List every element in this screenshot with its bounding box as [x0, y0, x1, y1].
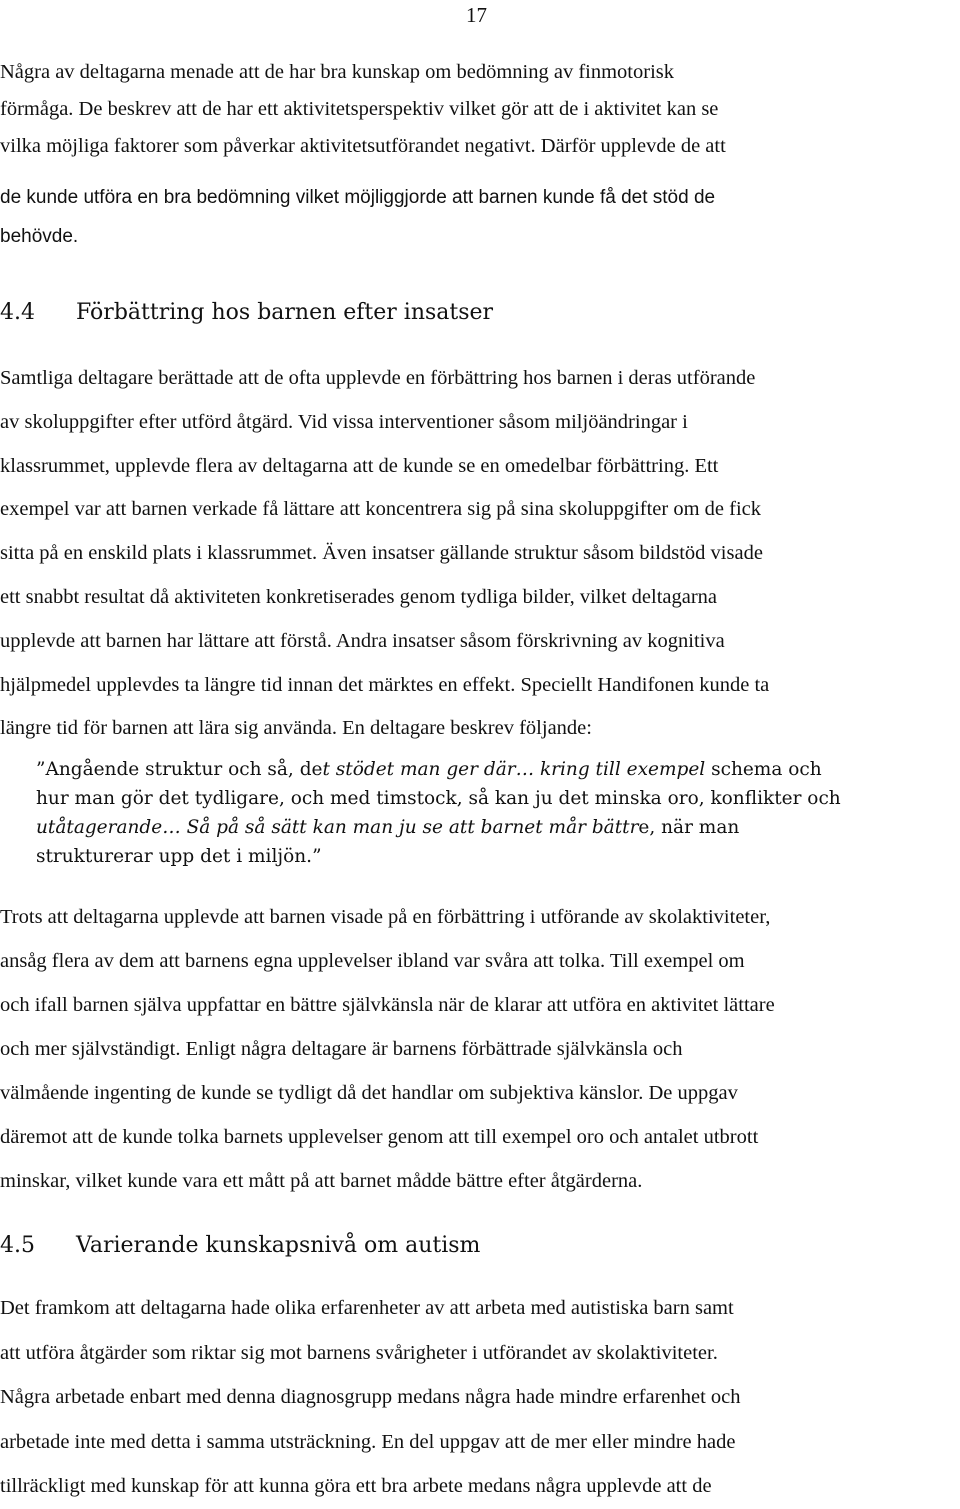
quote-text: ”Angående struktur och så, de [36, 759, 323, 780]
quote-line: strukturerar upp det i miljön.” [36, 846, 322, 867]
text-line: behövde. [0, 226, 79, 247]
text-line: tillräckligt med kunskap för att kunna göra ett bra arbete medans några upplevde att de [0, 1475, 712, 1497]
text-line: längre tid för barnen att lära sig använda. En deltagare beskrev följande: [0, 717, 592, 740]
text-line: förmåga. De beskrev att de har ett aktivitetsperspektiv vilket gör att de i aktivitet kan se [0, 98, 719, 120]
section-heading-4-5 [0, 1231, 480, 1261]
quote-italic-text: utåtagerande… Så på så sätt kan man ju se att barnet mår bättr [36, 817, 639, 838]
section-title: Varierande kunskapsnivå om autism [76, 1233, 481, 1258]
text-line: och ifall barnen själva uppfattar en bättre självkänsla när de klarar att utföra en aktivitet lättare [0, 994, 775, 1016]
paragraph-upplevelser [0, 895, 960, 1203]
text-line: hjälpmedel upplevdes ta längre tid innan det märktes en effekt. Speciellt Handifonen kunde ta [0, 673, 770, 696]
text-line: Det framkom att deltagarna hade olika erfarenheter av att arbeta med autistiska barn samt [0, 1297, 734, 1319]
text-line: att utföra åtgärder som riktar sig mot barnens svårigheter i utförandet av skolaktiviteter. [0, 1341, 718, 1364]
text-line: klassrummet, upplevde flera av deltagarna att de kunde se en omedelbar förbättring. Ett [0, 454, 719, 477]
section-number: 4.5 [0, 1233, 35, 1258]
text-line: arbetade inte med detta i samma utsträckning. En del uppgav att de mer eller mindre hade [0, 1430, 736, 1453]
text-line: upplevde att barnen har lättare att förstå. Andra insatser såsom förskrivning av kognitiva [0, 629, 725, 652]
quote-text: schema och [705, 759, 822, 780]
text-line: och mer självständigt. Enligt några deltagare är barnens förbättrade självkänsla och [0, 1038, 683, 1060]
quote-italic-text: t stödet man ger där… kring till exempel [322, 759, 706, 780]
participant-quote [36, 755, 841, 871]
page-number: 17 [466, 3, 487, 27]
text-line: Några arbetade enbart med denna diagnosgrupp medans några hade mindre erfarenhet och [0, 1386, 741, 1408]
text-line: exempel var att barnen verkade få lättare att koncentrera sig på sina skoluppgifter om de fick [0, 498, 762, 521]
paragraph-finmotorik [0, 54, 960, 165]
text-line: av skoluppgifter efter utförd åtgärd. Vid vissa interventioner såsom miljöändringar i [0, 410, 688, 433]
section-title: Förbättring hos barnen efter insatser [76, 300, 494, 325]
text-line: sitta på en enskild plats i klassrummet. Även insatser gällande struktur såsom bildstöd visade [0, 542, 763, 565]
text-line: Trots att deltagarna upplevde att barnen visade på en förbättring i utförande av skolaktiviteter, [0, 906, 771, 928]
text-line: ett snabbt resultat då aktiviteten konkretiserades genom tydliga bilder, vilket deltagarna [0, 585, 718, 608]
paragraph-finmotorik-continued [0, 178, 960, 256]
paragraph-forbattring [0, 357, 960, 751]
section-number: 4.4 [0, 300, 35, 325]
quote-line: hur man gör det tydligare, och med timstock, så kan ju det minska oro, konflikter och [36, 788, 841, 809]
text-line: ansåg flera av dem att barnens egna upplevelser ibland var svåra att tolka. Till exempel om [0, 950, 745, 972]
text-line: välmående ingenting de kunde se tydligt då det handlar om subjektiva känslor. De uppgav [0, 1082, 738, 1104]
quote-line [36, 755, 841, 784]
text-line: Samtliga deltagare berättade att de ofta upplevde en förbättring hos barnen i deras utförande [0, 367, 756, 389]
text-line: däremot att de kunde tolka barnets upplevelser genom att till exempel oro och antalet utbrott [0, 1126, 759, 1148]
text-line: Några av deltagarna menade att de har bra kunskap om bedömning av finmotorisk [0, 61, 674, 83]
text-line: vilka möjliga faktorer som påverkar aktivitetsutförandet negativt. Därför upplevde de att [0, 135, 726, 157]
quote-text: e, när man [638, 817, 740, 838]
quote-line [36, 813, 841, 842]
text-line: minskar, vilket kunde vara ett mått på att barnet mådde bättre efter åtgärderna. [0, 1170, 643, 1192]
section-heading-4-4 [0, 298, 493, 328]
text-line: de kunde utföra en bra bedömning vilket möjliggjorde att barnen kunde få det stöd de [0, 187, 716, 208]
paragraph-kunskapsniva [0, 1286, 960, 1509]
